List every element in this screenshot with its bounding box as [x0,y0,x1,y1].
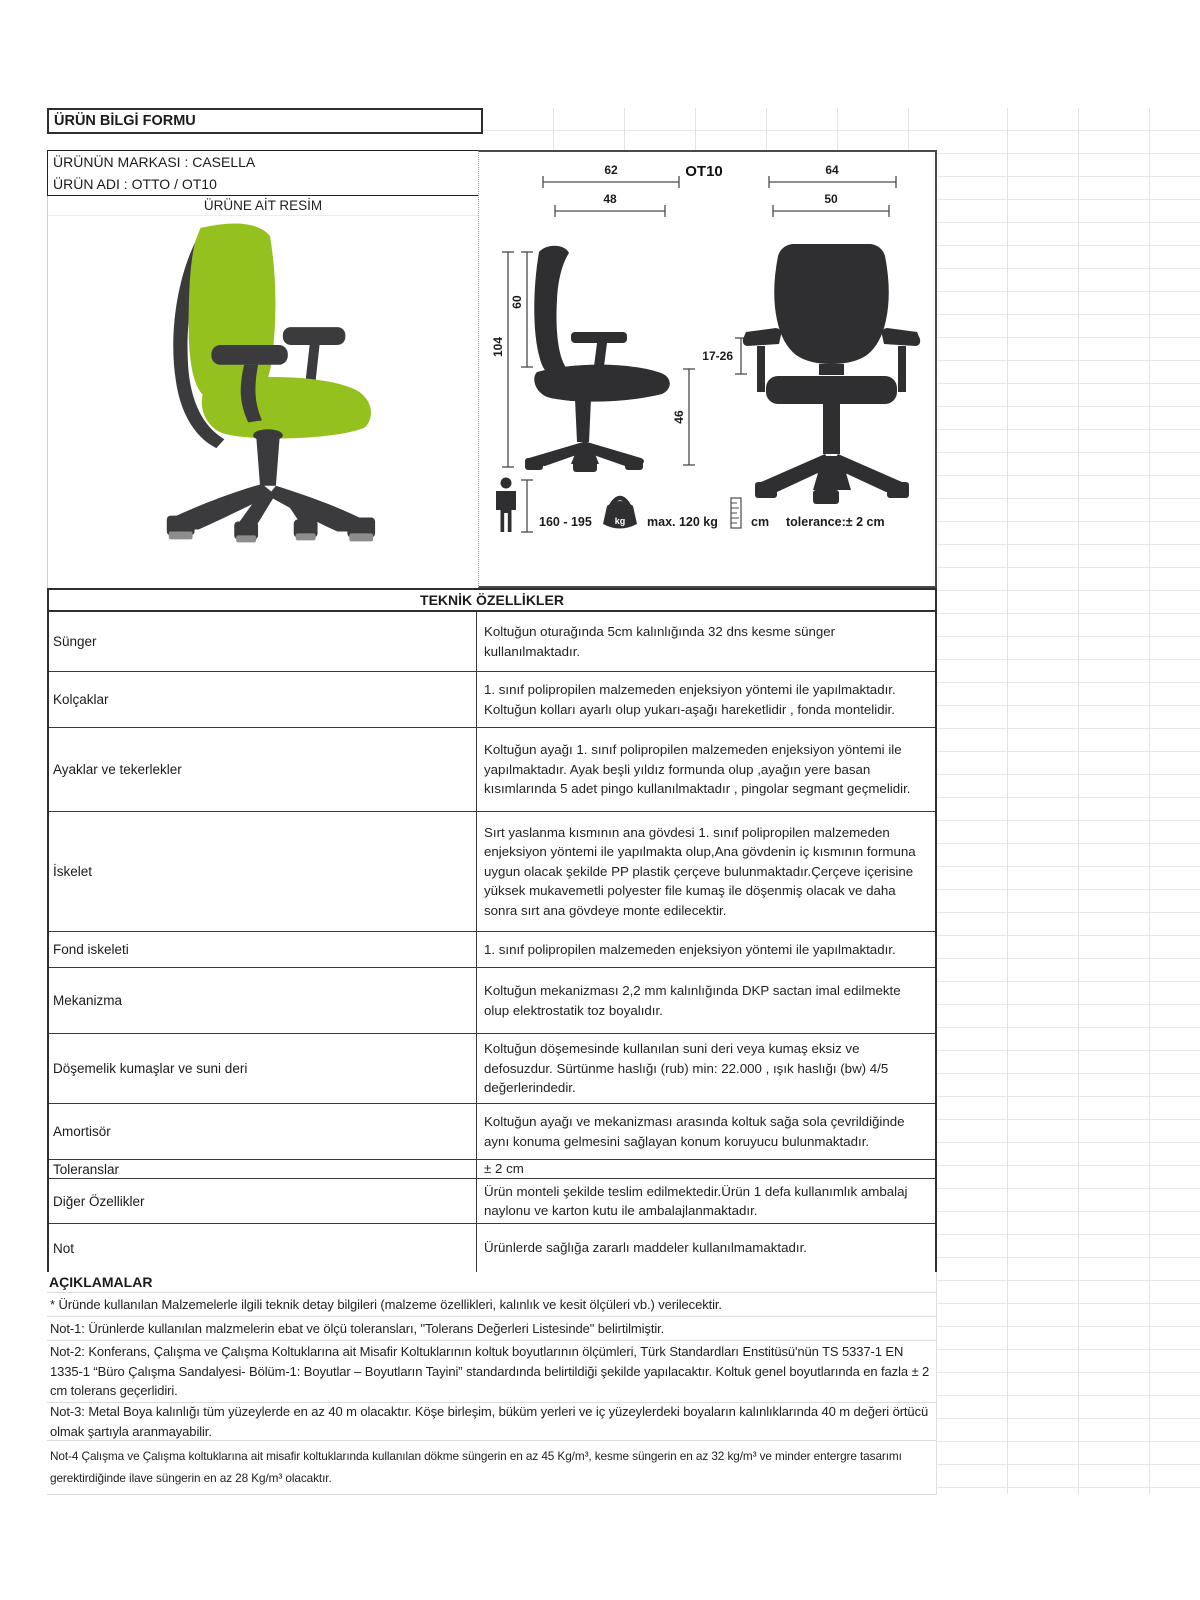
chair-glide [236,535,256,542]
dim-line-104 [502,252,514,467]
spec-value: Ürün monteli şekilde teslim edilmektedir.Ürün 1 defa kullanımlık ambalaj naylonu ve karton kutu ile ambalajlanmaktadır. [484,1183,908,1218]
note-item: Not-3: Metal Boya kalınlığı tüm yüzeylerde en az 40 m olacaktır. Köşe birleşim, büküm yerleri ve iç yüzeylerdeki boyaların kalınlıklarında 40 m değeri örtücü olmak şartıyla aranmayabilir. [47,1403,936,1441]
ruler-icon [731,498,741,528]
cm-unit-label: cm [751,515,770,529]
table-row [49,1224,935,1272]
spec-label: Döşemelik kumaşlar ve suni deri [49,1034,477,1103]
spec-table-header: TEKNİK ÖZELLİKLER [49,590,935,612]
spec-value: Ürünlerde sağlığa zararlı maddeler kullanılmamaktadır. [484,1240,807,1256]
explanations-section [47,1272,937,1495]
table-row [49,612,935,672]
dim-line-62 [543,176,679,188]
note-item: Not-1: Ürünlerde kullanılan malzmelerin ebat ve ölçü toleransları, "Tolerans Değerleri Listesinde" belirtilmiştir. [47,1317,936,1341]
spec-value: Sırt yaslanma kısmının ana gövdesi 1. sınıf polipropilen malzemeden enjeksiyon yöntemi ile yapılmakta olup,Ana gövdenin iç kısmının formuna uygun olacak şekilde PP plastik çerçeve bulunmaktadır.Çerçeve içerisine yüksek mukavemetli polyester file kumaş ile döşenmiş olacak ve daha sonra sırt ana gövdeye monte edilecektir. [484,824,916,918]
spec-label: Sünger [49,612,477,671]
chair-backrest [189,223,276,403]
table-row [49,728,935,812]
table-row [49,1179,935,1224]
table-row [49,1160,935,1179]
brand-text: ÜRÜNÜN MARKASI : CASELLA [53,153,256,170]
spec-label: Mekanizma [49,968,477,1033]
spec-table [47,588,937,1274]
empty-grid-top-row [483,108,937,150]
tolerance-label: tolerance:± 2 cm [786,515,885,529]
model-code-label: OT10 [685,163,723,180]
dim-48: 48 [603,192,617,206]
empty-grid-columns [937,108,1200,1494]
brand-cell [47,150,483,173]
max-weight-label: max. 120 kg [647,515,718,529]
spec-label: Kolçaklar [49,672,477,727]
dim-line-48 [555,205,665,217]
dim-line-64 [769,176,896,188]
chair-glide [349,533,373,541]
form-title-cell [47,108,483,134]
dim-60: 60 [510,295,524,309]
table-row [49,1034,935,1104]
note-item: Not-4 Çalışma ve Çalışma koltuklarına ait misafir koltuklarında kullanılan dökme süngerin en az 45 Kg/m³, kesme süngerin en az 32 kg/m³ ve minder entergre tasarımı gerektirdiğinde ilave süngerin en az 28 Kg/m³ olacaktır. [47,1441,936,1495]
chair-rear-armrest-pad [283,327,345,345]
table-row [49,672,935,728]
person-height-dim-line [521,480,533,532]
spec-value: Koltuğun mekanizması 2,2 mm kalınlığında DKP sactan imal edilmekte olup elektrostatik toz boyalıdır. [484,983,901,1018]
table-row [49,968,935,1034]
spec-label: Toleranslar [49,1160,477,1178]
table-row [49,1104,935,1160]
chair-column [256,434,280,486]
dim-line-50 [773,205,889,217]
dim-62: 62 [604,163,618,177]
chair-glide [296,533,316,540]
dim-104: 104 [491,336,505,358]
note-item: Not-2: Konferans, Çalışma ve Çalışma Koltuklarına ait Misafir Koltuklarının koltuk boyutlarının ölçümleri, Türk Standardları Enstitüsü'nün TS 5337-1 EN 1335-1 “Büro Çalışma Sandalyesi- Bölüm-1: Boyutlar – Boyutların Tayini” standardında belirtildiği şekilde yapılacaktır. Koltuk genel boyutlarında en fazla ± 2 cm tolerans geçerlidiri. [47,1341,936,1403]
table-row [49,932,935,968]
spec-value: Koltuğun ayağı 1. sınıf polipropilen malzemeden enjeksiyon yöntemi ile yapılmaktadır. Ayak beşli yıldız formunda olup ,ayağın yere basan kısımlarında 5 adet pingo kullanılmaktadır , pingolar segmant geçmelidir. [484,742,911,797]
spec-value: Koltuğun oturağında 5cm kalınlığında 32 dns kesme sünger kullanılmaktadır. [484,624,836,659]
side-view-chair [525,246,670,472]
spec-value: Koltuğun döşemesinde kullanılan suni deri veya kumaş eksiz ve defosuzdur. Sürtünme haslığı (rub) min: 22.000 , ışık haslığı (bw) 4/5 değerlerindedir. [484,1041,889,1096]
spec-value: ± 2 cm [484,1161,524,1177]
back-view-chair [743,244,920,504]
explanations-header: AÇIKLAMALAR [47,1272,936,1293]
product-image-area [47,196,478,588]
weight-kettlebell-icon [603,498,637,529]
kg-icon-label: kg [614,516,626,526]
spec-value: 1. sınıf polipropilen malzemeden enjeksiyon yöntemi ile yapılmaktadır. Koltuğun kolları ayarlı olup yukarı-aşağı hareketlidir , fonda montelidir. [484,682,896,717]
dim-50: 50 [824,192,838,206]
note-item: * Üründe kullanılan Malzemelerle ilgili teknik detay bilgileri (malzeme özellikleri, kalınlık ve kesit ölçüleri vb.) verilecektir. [47,1293,936,1317]
spec-label: Diğer Özellikler [49,1179,477,1223]
person-height-icon [496,478,516,533]
spec-value: Koltuğun ayağı ve mekanizması arasında koltuk sağa sola çevrildiğinde aynı konuma gelmesini sağlayan konum koruyucu bulunmaktadır. [484,1114,905,1149]
table-row [49,812,935,932]
chair-front-armrest-pad [211,345,287,365]
dim-46: 46 [672,410,686,424]
form-title: ÜRÜN BİLGİ FORMU [54,113,196,129]
chair-seat [202,377,371,439]
spec-label: Fond iskeleti [49,932,477,967]
technical-drawing [479,152,934,586]
chair-glide [169,531,193,539]
user-height-range-label: 160 - 195 [539,515,592,529]
spec-label: Not [49,1224,477,1272]
dim-64: 64 [825,163,839,177]
product-name-text: ÜRÜN ADI : OTTO / OT10 [53,175,217,192]
spec-value: 1. sınıf polipropilen malzemeden enjeksiyon yöntemi ile yapılmaktadır. [484,941,896,957]
spec-label: Amortisör [49,1104,477,1159]
dim-17-26: 17-26 [702,349,733,363]
spec-label: Ayaklar ve tekerlekler [49,728,477,811]
technical-drawing-box [478,150,937,588]
product-name-cell [47,172,483,196]
product-image-header-text: ÜRÜNE AİT RESİM [203,198,323,213]
spec-label: İskelet [49,812,477,931]
product-image-header [48,196,478,216]
product-photo-chair [48,216,479,586]
